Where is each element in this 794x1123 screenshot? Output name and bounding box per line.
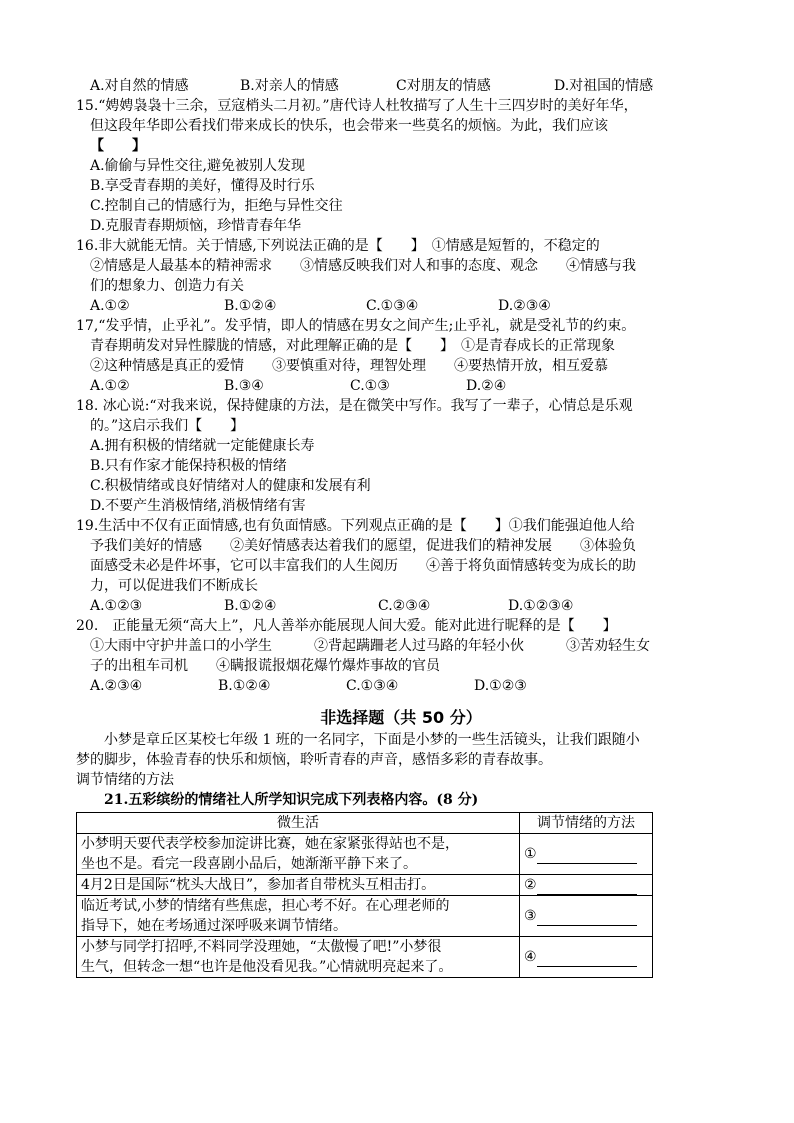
q20-option-a: A.②③④ (90, 678, 143, 694)
q17-option-c: C.①③ (350, 378, 390, 394)
q16-line-2: ②情感是人最基本的精神需求 ③情感反映我们对人和事的态度、观念 ④情感与我 (90, 258, 636, 274)
table-cell-life (77, 896, 520, 937)
table-row (77, 937, 653, 978)
answer-mark: ③ (524, 908, 537, 924)
q16-options (76, 296, 726, 316)
q16-line-3: 们的想象力、创造力有关 (90, 278, 244, 294)
table-cell-life (77, 937, 520, 978)
q17-option-b: B.③④ (224, 378, 264, 394)
q15-option-d: D.克服青春期烦恼，珍惜青春年华 (90, 218, 302, 234)
table-header-row (77, 813, 653, 834)
q20-line-3: 子的出租车司机 ④瞒报谎报烟花爆竹爆炸事故的官员 (90, 658, 440, 674)
q15-answer-bracket: 【 】 (90, 138, 146, 154)
q16-option-b: B.①②④ (224, 298, 277, 314)
intro-line-3: 调节情绪的方法 (76, 772, 174, 788)
answer-blank-2[interactable] (520, 875, 653, 896)
q17-option-d: D.②④ (466, 378, 507, 394)
answer-underline (537, 952, 637, 967)
table-header-method: 调节情绪的方法 (520, 813, 653, 834)
table-row (77, 896, 653, 937)
answer-underline (537, 849, 637, 864)
answer-blank-3[interactable] (520, 896, 653, 937)
q15-option-a: A.偷偷与异性交往,避免被别人发现 (90, 158, 306, 174)
q16-line-1: 16.非大就能无情。关于情感,下列说法正确的是【 】 ①情感是短暂的，不稳定的 (76, 238, 600, 254)
q19-line-4: 力，可以促进我们不断成长 (90, 578, 258, 594)
q14-options (76, 76, 726, 96)
q15-option-b: B.享受青春期的美好，懂得及时行乐 (90, 178, 315, 194)
answer-mark: ② (524, 877, 537, 893)
q15-option-c: C.控制自己的情感行为，拒绝与异性交往 (90, 198, 343, 214)
cell-line: 4月2日是国际“枕头大战日”，参加者自带枕头互相击打。 (81, 877, 436, 893)
answer-underline (537, 911, 637, 926)
q20-line-2: ①大雨中守护井盖口的小学生 ②背起蹒跚老人过马路的年轻小伙 ③苦劝轻生女 (90, 638, 650, 654)
table-row (77, 834, 653, 875)
q20-option-d: D.①②③ (474, 678, 527, 694)
q16-option-a: A.①② (90, 298, 130, 314)
section-title: 非选择题（共 50 分） (320, 708, 482, 727)
cell-line: 临近考试,小梦的情绪有些焦虑，担心考不好。在心理老师的 (81, 898, 450, 914)
q19-option-a: A.①②③ (90, 598, 143, 614)
intro-line-2: 梦的脚步，体验青春的快乐和烦恼，聆听青春的声音，感悟多彩的青春故事。 (76, 752, 552, 768)
q18-line-2: 的。”这启示我们【 】 (90, 418, 245, 434)
q20-option-b: B.①②④ (218, 678, 271, 694)
q19-line-1: 19.生活中不仅有正面情感,也有负面情感。下列观点正确的是【 】①我们能强迫他人给 (76, 518, 635, 534)
table-header-life: 微生活 (77, 813, 520, 834)
q20-line-1: 20. 正能量无须“高大上”，凡人善举亦能展现人间大爱。能对此进行昵释的是【 】 (76, 618, 617, 634)
q19-option-b: B.①②④ (224, 598, 277, 614)
q18-option-d: D.不要产生消极情绪,消极情绪有害 (90, 498, 306, 514)
answer-mark: ① (524, 846, 537, 862)
answer-mark: ④ (524, 949, 537, 965)
q18-option-a: A.拥有积极的情绪就一定能健康长寿 (90, 438, 315, 454)
q14-option-d: D.对祖国的情感 (554, 78, 654, 94)
q16-option-d: D.②③④ (498, 298, 551, 314)
q17-option-a: A.①② (90, 378, 130, 394)
cell-line: 小梦明天要代表学校参加淀讲比赛，她在家紧张得站也不是， (81, 836, 459, 852)
q19-options (76, 596, 726, 616)
q19-line-3: 面感受未必是件坏事，它可以丰富我们的人生阅历 ④善于将负面情感转变为成长的助 (90, 558, 636, 574)
answer-blank-1[interactable] (520, 834, 653, 875)
q17-line-2: 青春期萌发对异性朦胧的情感，对此理解正确的是【 】 ①是青春成长的正常现象 (90, 338, 615, 354)
q19-option-d: D.①②③④ (508, 598, 574, 614)
q14-option-c: C对朋友的情感 (396, 78, 491, 94)
answer-blank-4[interactable] (520, 937, 653, 978)
table-cell-life (77, 875, 520, 896)
q14-option-a: A.对自然的情感 (90, 78, 189, 94)
cell-line: 坐也不是。看完一段喜剧小品后，她渐渐平静下来了。 (81, 856, 417, 872)
q18-option-b: B.只有作家才能保持积极的情绪 (90, 458, 287, 474)
q20-options (76, 676, 726, 696)
q14-option-b: B.对亲人的情感 (240, 78, 339, 94)
exam-page (76, 76, 726, 978)
table-cell-life (77, 834, 520, 875)
q15-line-1: 15.“娉娉袅袅十三余，豆寇梢头二月初。”唐代诗人杜牧描写了人生十三四岁时的美好年华， (76, 98, 638, 114)
q15-line-2: 但这段年华即公看找们带来成长的快乐，也会带来一些莫名的烦恼。为此，我们应该 (90, 118, 608, 134)
q18-line-1: 18. 冰心说:“对我来说，保持健康的方法，是在微笑中写作。我写了一辈子，心情总是乐观 (76, 398, 633, 414)
q21-table (76, 812, 653, 978)
q17-line-3: ②这种情感是真正的爱情 ③要慎重对待，理智处理 ④要热情开放，相互爱慕 (90, 358, 608, 374)
cell-line: 小梦与同学打招呼,不料同学没理她，“太傲慢了吧!”小梦很 (81, 939, 442, 955)
q16-option-c: C.①③④ (366, 298, 419, 314)
cell-line: 生气，但转念一想“也许是他没看见我。”心情就明亮起来了。 (81, 959, 453, 975)
q20-option-c: C.①③④ (346, 678, 399, 694)
q19-line-2: 予我们美好的情感 ②美好情感表达着我们的愿望，促进我们的精神发展 ③体验负 (90, 538, 636, 554)
answer-underline (537, 880, 637, 895)
q17-line-1: 17,“发乎情，止乎礼”。发乎情，即人的情感在男女之间产生;止乎礼，就是受礼节的约束。 (76, 318, 636, 334)
q17-options (76, 376, 726, 396)
intro-line-1: 小梦是章丘区某校七年级 1 班的一名同字，下面是小梦的一些生活镜头，让我们跟随小 (104, 732, 640, 748)
table-row (77, 875, 653, 896)
q21-title: 21.五彩缤纷的情绪社人所学知识完成下列表格内容。(8 分) (104, 792, 479, 808)
cell-line: 指导下，她在考场通过深呼吸来调节情绪。 (81, 918, 347, 934)
q18-option-c: C.积极情绪或良好情绪对人的健康和发展有利 (90, 478, 371, 494)
q19-option-c: C.②③④ (378, 598, 431, 614)
